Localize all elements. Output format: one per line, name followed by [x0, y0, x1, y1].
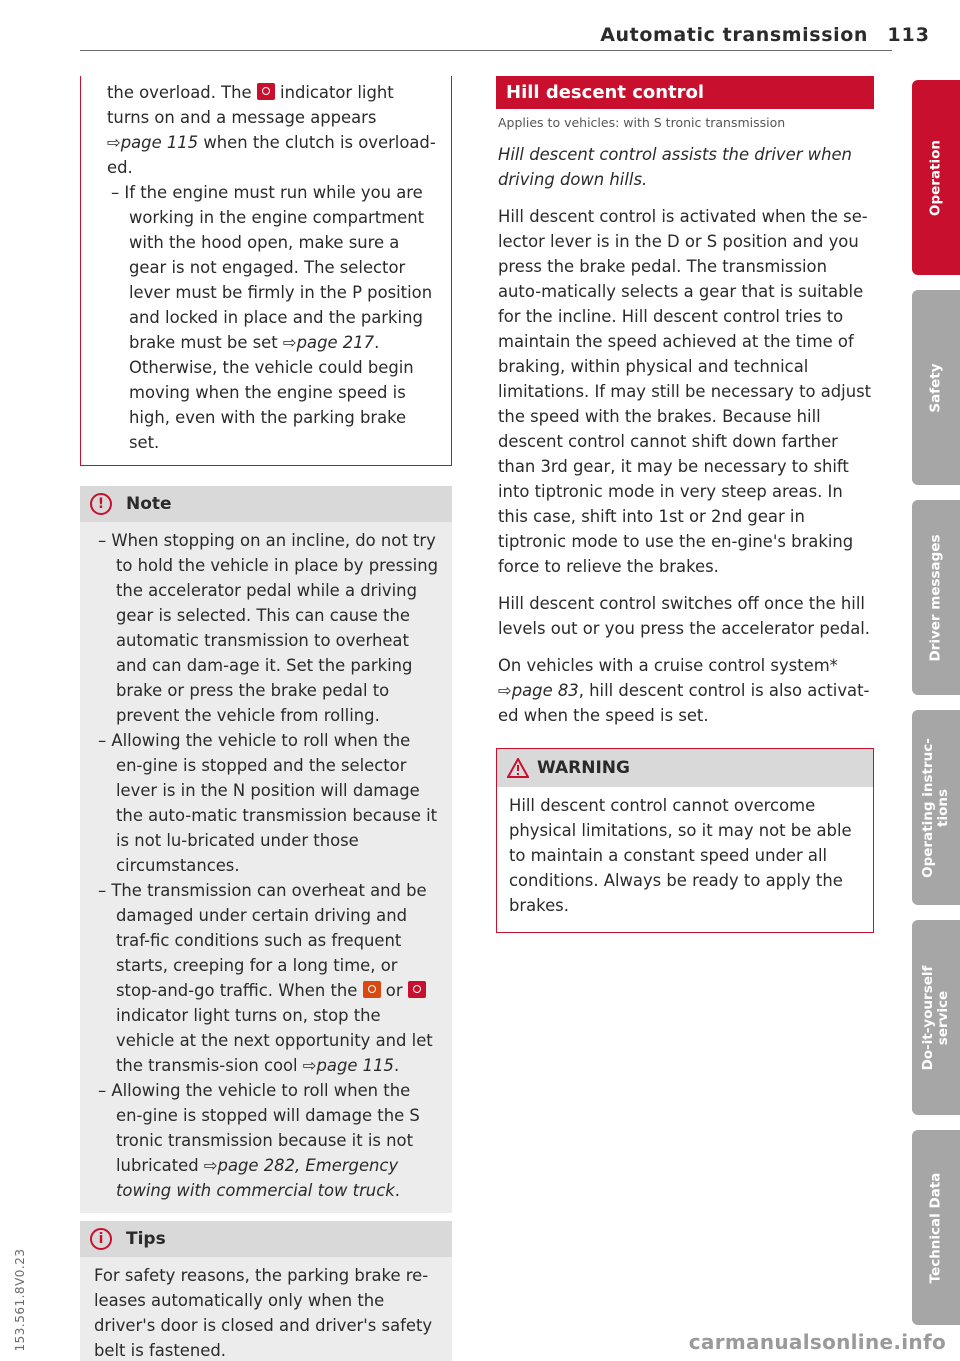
text-run: indicator light: [274, 83, 394, 102]
tab-operation[interactable]: [912, 80, 960, 275]
text-run: when the clutch is overload-: [198, 133, 436, 152]
section-title: Hill descent control: [496, 76, 874, 109]
exclamation-circle-icon: !: [90, 493, 112, 515]
page-number: 113: [887, 24, 930, 46]
note-item-2: – Allowing the vehicle to roll when the en-gine is stopped and the selector lever is in the N position will damage the auto-matic transmission because it is not lu-bricated under those circumstances.: [98, 731, 438, 875]
applies-to-text: Applies to vehicles: with S tronic transmission: [498, 115, 786, 130]
text-run: .: [394, 1181, 400, 1200]
text-run: – The transmission can overheat and be damaged under certain driving and traf-fic conditions such as frequent starts, creeping for a long time, or stop-and-go traffic. When the: [98, 881, 427, 1000]
text-run: the overload. The: [107, 83, 257, 102]
warning-line-2: turns on and a message appears: [107, 108, 377, 127]
warning-line-1: [107, 80, 437, 105]
document-code: [12, 1250, 28, 1350]
tab-do-it-yourself-service[interactable]: [912, 920, 960, 1115]
text-run: . Otherwise, the vehicle could begin moving when the engine speed is high, even with the parking brake set.: [129, 333, 414, 452]
warning-line-4: ed.: [107, 158, 133, 177]
tips-box: [80, 1213, 452, 1361]
tab-label: Safety: [927, 362, 944, 413]
warning-continued-box: [80, 76, 452, 466]
note-item-1: – When stopping on an incline, do not try to hold the vehicle in place by pressing the accelerator pedal while a driving gear is selected. This can cause the automatic transmission to overheat and can dam-age it. Set the parking brake or press the brake pedal to prevent the vehicle from rolling.: [98, 531, 439, 725]
header-rule: [80, 50, 892, 51]
transmission-indicator-red-icon: [408, 981, 426, 998]
tab-label-line: Operating instruc-: [920, 737, 936, 878]
document-code-text: 153.561.8V0.23: [13, 1248, 27, 1352]
page-link-83[interactable]: ⇨page 83: [498, 681, 579, 700]
text-run: or: [380, 981, 408, 1000]
page-link-217[interactable]: ⇨page 217: [282, 333, 375, 352]
tab-label: Driver messages: [927, 533, 944, 662]
transmission-indicator-icon: [257, 83, 275, 100]
body-paragraph-2: Hill descent control switches off once the hill levels out or you press the accelerator pedal.: [498, 594, 871, 638]
tab-label: [921, 965, 951, 1070]
page-link-282[interactable]: ⇨page 282, Emergency towing with commercial tow truck: [116, 1156, 399, 1200]
note-box: [80, 486, 452, 1213]
lead-paragraph: Hill descent control assists the driver when driving down hills.: [498, 145, 852, 189]
text-run: – If the engine must run while you are working in the engine compartment with the hood open, make sure a gear is not engaged. The selector lever must be firmly in the P position and locked in place and the parking brake must be set: [111, 183, 433, 352]
tab-safety[interactable]: [912, 290, 960, 485]
watermark: carmanualsonline.info: [688, 1330, 946, 1354]
body-paragraph-3: [498, 653, 874, 728]
running-header-title: Automatic transmission: [600, 24, 868, 46]
tab-label: Operation: [927, 139, 944, 216]
left-column: [80, 76, 452, 1361]
tips-title: Tips: [126, 1229, 166, 1249]
warning-title: WARNING: [537, 758, 630, 778]
warning-box: [496, 748, 874, 933]
tab-label-line: service: [935, 990, 951, 1045]
warning-header: [497, 749, 873, 787]
tips-body: For safety reasons, the parking brake re-leases automatically only when the driver's door is closed and driver's safety belt is fastened.: [94, 1266, 433, 1360]
text-run: indicator light turns on, stop the vehicle at the next opportunity and let the transmis-sion cool: [116, 1006, 433, 1075]
page-link-115[interactable]: ⇨page 115: [107, 133, 199, 152]
note-item-3: [94, 878, 440, 1078]
text-run: On vehicles with a cruise control system*: [498, 656, 838, 675]
warning-triangle-icon: [507, 758, 529, 778]
text-run: – Allowing the vehicle to roll when the en-gine is stopped will damage the S tronic transmission because it is not lubricated: [98, 1081, 420, 1175]
page-link-115[interactable]: ⇨page 115: [302, 1056, 394, 1075]
tab-operating-instructions[interactable]: [912, 710, 960, 905]
note-header: [80, 486, 452, 522]
note-title: Note: [126, 494, 172, 514]
tab-technical-data[interactable]: [912, 1130, 960, 1325]
text-run: .: [393, 1056, 400, 1075]
info-circle-icon: i: [90, 1228, 112, 1250]
text-run: , hill descent control is also activat-ed when the speed is set.: [498, 681, 870, 725]
note-body: [80, 522, 452, 1213]
warning-list-item: [107, 180, 437, 455]
warning-line-3: [107, 130, 437, 155]
warning-body: Hill descent control cannot overcome physical limitations, so it may not be able to maintain a constant speed under all conditions. Always be ready to apply the brakes.: [509, 796, 852, 915]
transmission-indicator-icon: [363, 981, 381, 998]
body-paragraph-1: Hill descent control is activated when the se-lector lever is in the D or S position and you press the brake pedal. The transmission auto-matically selects a gear that is suitable for the incline. Hill descent control tries to maintain the speed achieved at the time of braking, within physical and technical limitations. If may still be necessary to adjust the speed with the brakes. Because hill descent control cannot shift down farther than 3rd gear, it may be necessary to shift into tiptronic mode in very steep areas. In this case, shift into 1st or 2nd gear in tiptronic mode to use the en-gine's braking force to relieve the brakes.: [498, 207, 872, 576]
tab-label: [921, 738, 951, 878]
tab-label: Technical Data: [927, 1172, 944, 1283]
tab-label-line: tions: [935, 788, 951, 827]
tab-driver-messages[interactable]: [912, 500, 960, 695]
tips-header: [80, 1213, 452, 1257]
right-column: [496, 76, 874, 933]
note-item-4: [94, 1078, 440, 1203]
tab-label-line: Do-it-yourself: [920, 965, 936, 1070]
